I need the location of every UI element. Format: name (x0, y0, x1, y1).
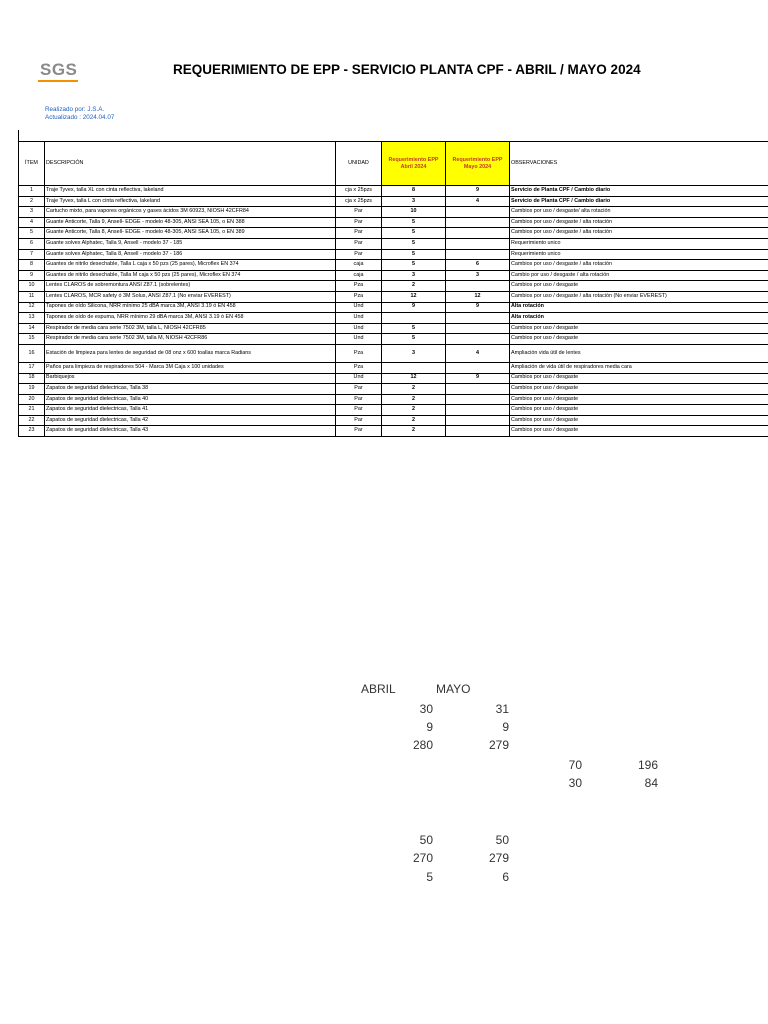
row-observaciones: Cambios por uso / desgaste (510, 415, 768, 426)
row-item: 12 (19, 302, 45, 313)
row-unidad: Pza (336, 344, 382, 362)
row-observaciones: Cambios por uso / desgaste (510, 373, 768, 384)
row-abril: 5 (382, 228, 446, 239)
row-mayo (446, 313, 510, 324)
row-unidad: Und (336, 313, 382, 324)
row-unidad: Und (336, 302, 382, 313)
row-description: Zapatos de seguridad dielectricas, Talla 43 (45, 426, 336, 437)
row-observaciones: Requerimiento unico (510, 238, 768, 249)
row-abril: 2 (382, 405, 446, 416)
row-item: 2 (19, 196, 45, 207)
table-row (19, 249, 768, 260)
row-unidad: Par (336, 384, 382, 395)
actualizado: Actualizado : 2024.04.07 (45, 114, 115, 121)
row-item: 16 (19, 344, 45, 362)
row-item: 19 (19, 384, 45, 395)
row-unidad: Par (336, 207, 382, 218)
row-mayo (446, 426, 510, 437)
label-mayo: MAYO (436, 682, 471, 696)
row-description: Guantes de nitrilo desechable, Talla M caja x 50 pzs (25 pares), Microflex EN 374 (45, 270, 336, 281)
header-item: ÍTEM (19, 142, 45, 186)
row-abril: 5 (382, 249, 446, 260)
summary-abril-2: 9 (426, 720, 433, 734)
row-description: Zapatos de seguridad dielectricas, Talla 38 (45, 384, 336, 395)
row-item: 13 (19, 313, 45, 324)
row-mayo (446, 394, 510, 405)
table-row (19, 334, 768, 345)
row-abril: 12 (382, 373, 446, 384)
row-abril: 2 (382, 394, 446, 405)
table-row (19, 302, 768, 313)
row-item: 11 (19, 291, 45, 302)
logo-underline (38, 80, 78, 82)
row-description: Respirador de media cara serie 7502 3M, talla L, NIOSH 42CFR85 (45, 323, 336, 334)
logo-text: SGS (40, 60, 78, 79)
row-mayo (446, 384, 510, 395)
row-description: Cartucho mixto, para vapores orgánicos y gases ácidos 3M 60923, NIOSH 42CFR84 (45, 207, 336, 218)
row-mayo (446, 334, 510, 345)
row-item: 6 (19, 238, 45, 249)
row-mayo: 9 (446, 302, 510, 313)
row-item: 22 (19, 415, 45, 426)
summary-value-5a: 30 (568, 776, 582, 790)
row-description: Lentes CLAROS, MCR safety ó 3M Solus, ANSI Z87.1 (No enviar EVEREST) (45, 291, 336, 302)
summary-value-5b: 84 (644, 776, 658, 790)
row-unidad: Pza (336, 291, 382, 302)
row-mayo: 9 (446, 186, 510, 197)
row-observaciones: Cambios por uso / desgaste / alta rotación (510, 217, 768, 228)
row-unidad: cja x 25pzs (336, 186, 382, 197)
summary-mayo-2: 9 (502, 720, 509, 734)
row-item: 7 (19, 249, 45, 260)
row-mayo (446, 217, 510, 228)
table-row (19, 313, 768, 324)
table-row (19, 196, 768, 207)
row-mayo (446, 323, 510, 334)
row-observaciones: Ampliación de vida útil de respiradores media cara (510, 362, 768, 373)
table-row (19, 217, 768, 228)
row-abril: 5 (382, 323, 446, 334)
table-row (19, 207, 768, 218)
row-observaciones: Cambios por uso / desgaste (510, 281, 768, 292)
row-item: 5 (19, 228, 45, 239)
summary-abril-3: 280 (412, 738, 433, 752)
document-title: REQUERIMIENTO DE EPP - SERVICIO PLANTA CPF - ABRIL / MAYO 2024 (173, 62, 641, 77)
row-description: Estación de limpieza para lentes de seguridad de 08 onz x 600 toallas marca Radians (45, 344, 336, 362)
table-row (19, 323, 768, 334)
row-abril: 5 (382, 238, 446, 249)
row-unidad: Pza (336, 362, 382, 373)
summary-mayo-1: 31 (495, 702, 509, 716)
sgs-logo (36, 58, 82, 86)
row-description: Guantes de nitrilo desechable, Talla L caja x 50 pzs (25 pares), Microflex EN 374 (45, 260, 336, 271)
row-mayo: 12 (446, 291, 510, 302)
row-unidad: Par (336, 217, 382, 228)
row-unidad: Und (336, 373, 382, 384)
table-row (19, 384, 768, 395)
table-row (19, 362, 768, 373)
row-item: 21 (19, 405, 45, 416)
row-item: 15 (19, 334, 45, 345)
realizado-por: Realizado por: J.S.A. (45, 106, 105, 113)
summary-abril-6: 50 (419, 833, 433, 847)
row-item: 8 (19, 260, 45, 271)
row-item: 3 (19, 207, 45, 218)
row-description: Tapones de oído de espuma, NRR mínimo 29 dBA marca 3M, ANSI 3.19 ó EN 458 (45, 313, 336, 324)
row-observaciones: Alta rotación (510, 313, 768, 324)
row-abril: 3 (382, 196, 446, 207)
row-description: Traje Tyvex, talla L con cinta reflectiva, lakeland (45, 196, 336, 207)
row-mayo (446, 249, 510, 260)
row-unidad: Par (336, 228, 382, 239)
row-mayo (446, 362, 510, 373)
row-item: 23 (19, 426, 45, 437)
row-item: 9 (19, 270, 45, 281)
summary-value-4a: 70 (568, 758, 582, 772)
row-mayo: 6 (446, 260, 510, 271)
table-row (19, 186, 768, 197)
table-row (19, 405, 768, 416)
table-row (19, 260, 768, 271)
row-unidad: caja (336, 260, 382, 271)
row-description: Traje Tyvex, talla XL con cinta reflectiva, lakeland (45, 186, 336, 197)
table-row (19, 228, 768, 239)
summary-abril-1: 30 (419, 702, 433, 716)
row-description: Zapatos de seguridad dielectricas, Talla 41 (45, 405, 336, 416)
row-abril: 12 (382, 291, 446, 302)
row-description: Barbiquejos (45, 373, 336, 384)
row-abril: 2 (382, 415, 446, 426)
row-observaciones: Cambios por uso / desgaste / alta rotación (No enviar EVEREST) (510, 291, 768, 302)
row-unidad: Und (336, 334, 382, 345)
table-row (19, 344, 768, 362)
row-item: 14 (19, 323, 45, 334)
table-row (19, 291, 768, 302)
row-description: Lentes CLAROS de sobremontura ANSI Z87.1 (sobrelentes) (45, 281, 336, 292)
table-header-row (19, 142, 768, 186)
row-observaciones: Cambios por uso / desgaste (510, 405, 768, 416)
header-unidad: UNIDAD (336, 142, 382, 186)
row-observaciones: Cambios por uso / desgaste (510, 334, 768, 345)
row-observaciones: Alta rotación (510, 302, 768, 313)
row-description: Zapatos de seguridad dielectricas, Talla 40 (45, 394, 336, 405)
row-abril: 5 (382, 217, 446, 228)
row-abril: 9 (382, 302, 446, 313)
summary-mayo-6: 50 (495, 833, 509, 847)
row-observaciones: Ampliación vida útil de lentes (510, 344, 768, 362)
row-unidad: Par (336, 405, 382, 416)
row-unidad: Par (336, 415, 382, 426)
row-description: Respirador de media cara serie 7502 3M, talla M, NIOSH 42CFR86 (45, 334, 336, 345)
header-mayo: Requerimiento EPP Mayo 2024 (446, 142, 510, 186)
row-description: Guante Anticorte, Talla 9, Ansell- EDGE - modelo 48-305, ANSI SEA 105, o EN 388 (45, 217, 336, 228)
row-description: Paños para limpieza de respiradores 504 - Marca 3M Caja x 100 unidades (45, 362, 336, 373)
row-item: 18 (19, 373, 45, 384)
row-observaciones: Servicio de Planta CPF / Cambio diario (510, 196, 768, 207)
row-observaciones: Servicio de Planta CPF / Cambio diario (510, 186, 768, 197)
row-unidad: Par (336, 394, 382, 405)
row-mayo (446, 238, 510, 249)
row-mayo (446, 405, 510, 416)
summary-value-4b: 196 (637, 758, 658, 772)
summary-mayo-7: 279 (488, 851, 509, 865)
row-item: 4 (19, 217, 45, 228)
label-abril: ABRIL (361, 682, 396, 696)
row-unidad: Pza (336, 281, 382, 292)
row-unidad: Par (336, 426, 382, 437)
row-abril: 3 (382, 344, 446, 362)
row-observaciones: Cambios por uso / desgaste / alta rotación (510, 228, 768, 239)
summary-abril-7: 270 (412, 851, 433, 865)
epp-table (18, 141, 768, 437)
row-mayo (446, 415, 510, 426)
header-abril: Requerimiento EPP Abril 2024 (382, 142, 446, 186)
table-row (19, 281, 768, 292)
row-mayo (446, 207, 510, 218)
row-unidad: cja x 25pzs (336, 196, 382, 207)
row-observaciones: Requerimiento unico (510, 249, 768, 260)
row-item: 20 (19, 394, 45, 405)
row-observaciones: Cambio por uso / desgaste / alta rotación (510, 270, 768, 281)
table-row (19, 373, 768, 384)
row-observaciones: Cambios por uso / desgaste (510, 426, 768, 437)
row-unidad: caja (336, 270, 382, 281)
row-description: Guante solvex Alphatec, Talla 9, Ansell - modelo 37 - 185 (45, 238, 336, 249)
summary-mayo-8: 6 (502, 870, 509, 884)
row-description: Guante solvex Alphatec, Talla 8, Ansell - modelo 37 - 186 (45, 249, 336, 260)
row-observaciones: Cambios por uso / desgaste (510, 323, 768, 334)
table-row (19, 415, 768, 426)
row-observaciones: Cambios por uso / desgaste (510, 384, 768, 395)
row-mayo (446, 228, 510, 239)
row-mayo (446, 281, 510, 292)
row-abril: 2 (382, 384, 446, 395)
row-abril: 2 (382, 281, 446, 292)
row-abril (382, 313, 446, 324)
row-unidad: Par (336, 238, 382, 249)
row-abril: 5 (382, 334, 446, 345)
table-row (19, 238, 768, 249)
row-unidad: Par (336, 249, 382, 260)
row-unidad: Und (336, 323, 382, 334)
row-mayo: 9 (446, 373, 510, 384)
row-mayo: 4 (446, 344, 510, 362)
row-item: 1 (19, 186, 45, 197)
row-observaciones: Cambios por uso / desgaste/ alta rotación (510, 207, 768, 218)
row-item: 10 (19, 281, 45, 292)
row-mayo: 3 (446, 270, 510, 281)
header-observaciones: OBSERVACIONES (510, 142, 768, 186)
row-abril: 2 (382, 426, 446, 437)
row-abril: 3 (382, 270, 446, 281)
row-description: Tapones de oído Silicona, NRR mínimo 25 dBA marca 3M, ANSI 3.19 ó EN 458 (45, 302, 336, 313)
row-mayo: 4 (446, 196, 510, 207)
row-abril: 10 (382, 207, 446, 218)
summary-abril-8: 5 (426, 870, 433, 884)
table-row (19, 394, 768, 405)
row-observaciones: Cambios por uso / desgaste / alta rotación (510, 260, 768, 271)
table-row (19, 270, 768, 281)
row-abril (382, 362, 446, 373)
row-abril: 5 (382, 260, 446, 271)
header-descripcion: DESCRIPCIÓN (45, 142, 336, 186)
row-observaciones: Cambios por uso / desgaste (510, 394, 768, 405)
summary-mayo-3: 279 (488, 738, 509, 752)
table-row (19, 426, 768, 437)
row-abril: 8 (382, 186, 446, 197)
row-description: Zapatos de seguridad dielectricas, Talla 42 (45, 415, 336, 426)
row-description: Guante Anticorte, Talla 8, Ansell- EDGE - modelo 48-305, ANSI SEA 105, o EN 389 (45, 228, 336, 239)
row-item: 17 (19, 362, 45, 373)
